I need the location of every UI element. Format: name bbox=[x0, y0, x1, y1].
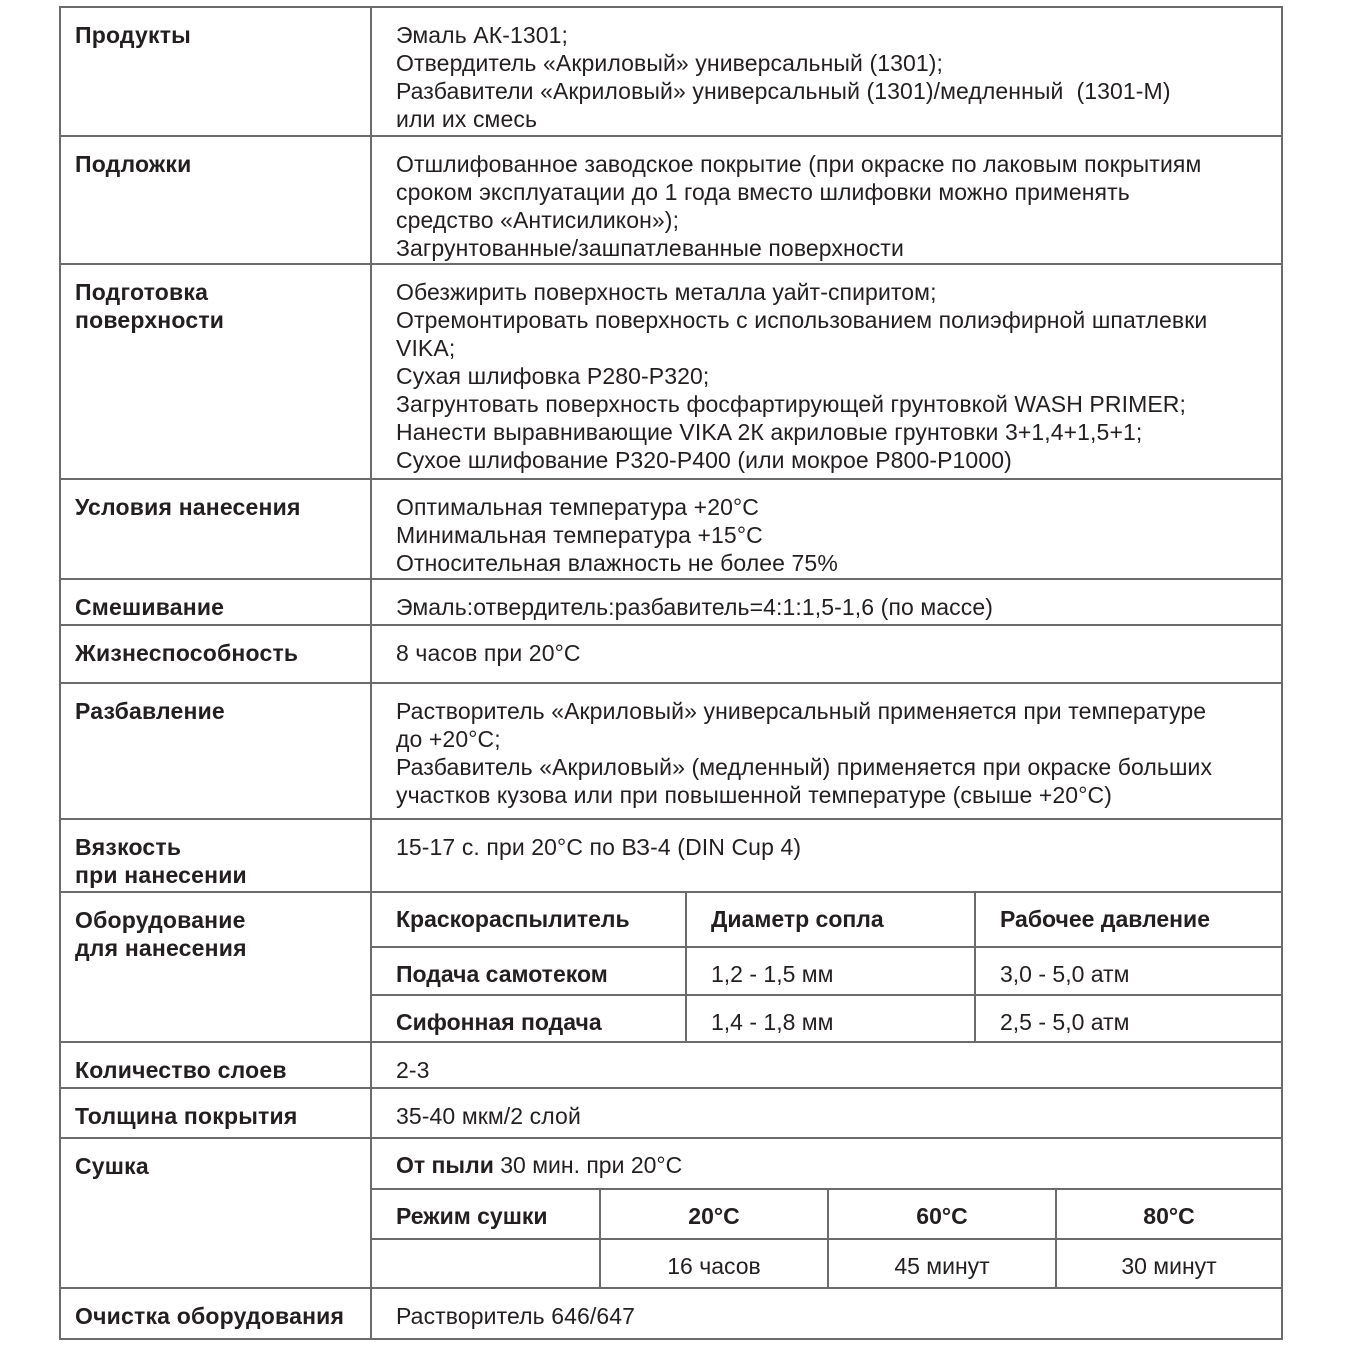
dust-free-cell bbox=[372, 1139, 1281, 1189]
drying-mode-header-row bbox=[372, 1189, 1281, 1239]
value-line: Относительная влажность не более 75% bbox=[396, 550, 838, 576]
dust-free-value: 30 мин. при 20°С bbox=[493, 1152, 683, 1178]
table-cell: Подача самотеком bbox=[372, 947, 686, 995]
label-line: поверхности bbox=[75, 307, 225, 333]
row-products bbox=[61, 8, 1281, 136]
value-line: Разбавитель «Акриловый» (медленный) применяется при окраске больших bbox=[396, 754, 1213, 780]
value-line: Отвердитель «Акриловый» универсальный (1301); bbox=[396, 50, 944, 76]
row-value bbox=[371, 136, 1281, 264]
row-value: 35-40 мкм/2 слой bbox=[371, 1088, 1281, 1138]
value-line: Загрунтовать поверхность фосфартирующей грунтовкой WASH PRIMER; bbox=[396, 391, 1186, 417]
row-label bbox=[61, 892, 371, 1042]
value-line: Отшлифованное заводское покрытие (при окраске по лаковым покрытиям bbox=[396, 151, 1202, 177]
row-label bbox=[61, 819, 371, 892]
row-value bbox=[371, 479, 1281, 579]
row-drying bbox=[61, 1138, 1281, 1288]
drying-time-row bbox=[372, 1239, 1281, 1287]
row-layer-count bbox=[61, 1042, 1281, 1088]
row-surface-preparation bbox=[61, 264, 1281, 479]
dust-free-row bbox=[372, 1139, 1281, 1189]
row-application-conditions bbox=[61, 479, 1281, 579]
value-line: участков кузова или при повышенной температуре (свыше +20°С) bbox=[396, 782, 1112, 808]
value-line: Сухое шлифование Р320-Р400 (или мокрое Р800-Р1000) bbox=[396, 447, 1012, 473]
row-value bbox=[371, 8, 1281, 136]
value-line: Эмаль АК-1301; bbox=[396, 22, 569, 48]
temperature-header: 20°С bbox=[600, 1189, 828, 1239]
table-cell: 1,2 - 1,5 мм bbox=[686, 947, 975, 995]
column-header: Рабочее давление bbox=[975, 893, 1281, 947]
value-line: Растворитель «Акриловый» универсальный применяется при температуре bbox=[396, 698, 1207, 724]
row-value bbox=[371, 264, 1281, 479]
value-line: Нанести выравнивающие VIKA 2К акриловые грунтовки 3+1,4+1,5+1; bbox=[396, 419, 1143, 445]
row-thinning bbox=[61, 683, 1281, 819]
row-label: Смешивание bbox=[61, 579, 371, 625]
row-value: Растворитель 646/647 bbox=[371, 1288, 1281, 1340]
drying-mode-label: Режим сушки bbox=[372, 1189, 600, 1239]
value-line: VIKA; bbox=[396, 335, 456, 361]
table-row bbox=[372, 995, 1281, 1041]
drying-subtable-cell bbox=[371, 1138, 1281, 1288]
column-header: Диаметр сопла bbox=[686, 893, 975, 947]
value-line: Сухая шлифовка Р280-Р320; bbox=[396, 363, 710, 389]
dust-free-label: От пыли bbox=[396, 1152, 494, 1178]
value-line: или их смесь bbox=[396, 106, 538, 132]
value-line: до +20°С; bbox=[396, 726, 501, 752]
drying-subtable bbox=[372, 1139, 1281, 1287]
table-cell: 2,5 - 5,0 атм bbox=[975, 995, 1281, 1041]
row-equipment bbox=[61, 892, 1281, 1042]
column-header: Краскораспылитель bbox=[372, 893, 686, 947]
drying-time: 30 минут bbox=[1056, 1239, 1281, 1287]
row-coating-thickness bbox=[61, 1088, 1281, 1138]
row-value: Эмаль:отвердитель:разбавитель=4:1:1,5-1,6 (по массе) bbox=[371, 579, 1281, 625]
table-row bbox=[372, 947, 1281, 995]
row-mixing bbox=[61, 579, 1281, 625]
value-line: Оптимальная температура +20°С bbox=[396, 494, 760, 520]
row-label: Продукты bbox=[61, 8, 371, 136]
label-line: при нанесении bbox=[75, 862, 247, 888]
row-value bbox=[371, 683, 1281, 819]
spec-sheet bbox=[59, 6, 1283, 1340]
label-line: Оборудование bbox=[75, 907, 246, 933]
row-viscosity bbox=[61, 819, 1281, 892]
row-label: Количество слоев bbox=[61, 1042, 371, 1088]
empty-cell bbox=[372, 1239, 600, 1287]
table-cell: 1,4 - 1,8 мм bbox=[686, 995, 975, 1041]
label-line: для нанесения bbox=[75, 935, 247, 961]
temperature-header: 60°С bbox=[828, 1189, 1056, 1239]
label-line: Подготовка bbox=[75, 279, 209, 305]
equipment-header-row bbox=[372, 893, 1281, 947]
label-line: Вязкость bbox=[75, 834, 182, 860]
value-line: Отремонтировать поверхность с использованием полиэфирной шпатлевки bbox=[396, 307, 1208, 333]
value-line: средство «Антисиликон»); bbox=[396, 207, 680, 233]
row-label: Разбавление bbox=[61, 683, 371, 819]
temperature-header: 80°С bbox=[1056, 1189, 1281, 1239]
row-label: Толщина покрытия bbox=[61, 1088, 371, 1138]
row-pot-life bbox=[61, 625, 1281, 683]
row-label: Жизнеспособность bbox=[61, 625, 371, 683]
row-value: 8 часов при 20°С bbox=[371, 625, 1281, 683]
row-label: Сушка bbox=[61, 1138, 371, 1288]
equipment-subtable-cell bbox=[371, 892, 1281, 1042]
value-line: Минимальная температура +15°С bbox=[396, 522, 763, 548]
drying-time: 45 минут bbox=[828, 1239, 1056, 1287]
row-value: 2-3 bbox=[371, 1042, 1281, 1088]
row-substrates bbox=[61, 136, 1281, 264]
row-label: Условия нанесения bbox=[61, 479, 371, 579]
table-cell: Сифонная подача bbox=[372, 995, 686, 1041]
value-line: Загрунтованные/зашпатлеванные поверхности bbox=[396, 235, 904, 261]
row-equipment-cleaning bbox=[61, 1288, 1281, 1340]
row-label: Очистка оборудования bbox=[61, 1288, 371, 1340]
value-line: Разбавители «Акриловый» универсальный (1301)/медленный (1301-М) bbox=[396, 78, 1171, 104]
spec-table bbox=[61, 8, 1281, 1340]
table-cell: 3,0 - 5,0 атм bbox=[975, 947, 1281, 995]
value-line: Обезжирить поверхность металла уайт-спиритом; bbox=[396, 279, 937, 305]
drying-time: 16 часов bbox=[600, 1239, 828, 1287]
row-label: Подложки bbox=[61, 136, 371, 264]
equipment-subtable bbox=[372, 893, 1281, 1041]
value-line: сроком эксплуатации до 1 года вместо шлифовки можно применять bbox=[396, 179, 1130, 205]
row-value: 15-17 с. при 20°С по ВЗ-4 (DIN Cup 4) bbox=[371, 819, 1281, 892]
row-label bbox=[61, 264, 371, 479]
